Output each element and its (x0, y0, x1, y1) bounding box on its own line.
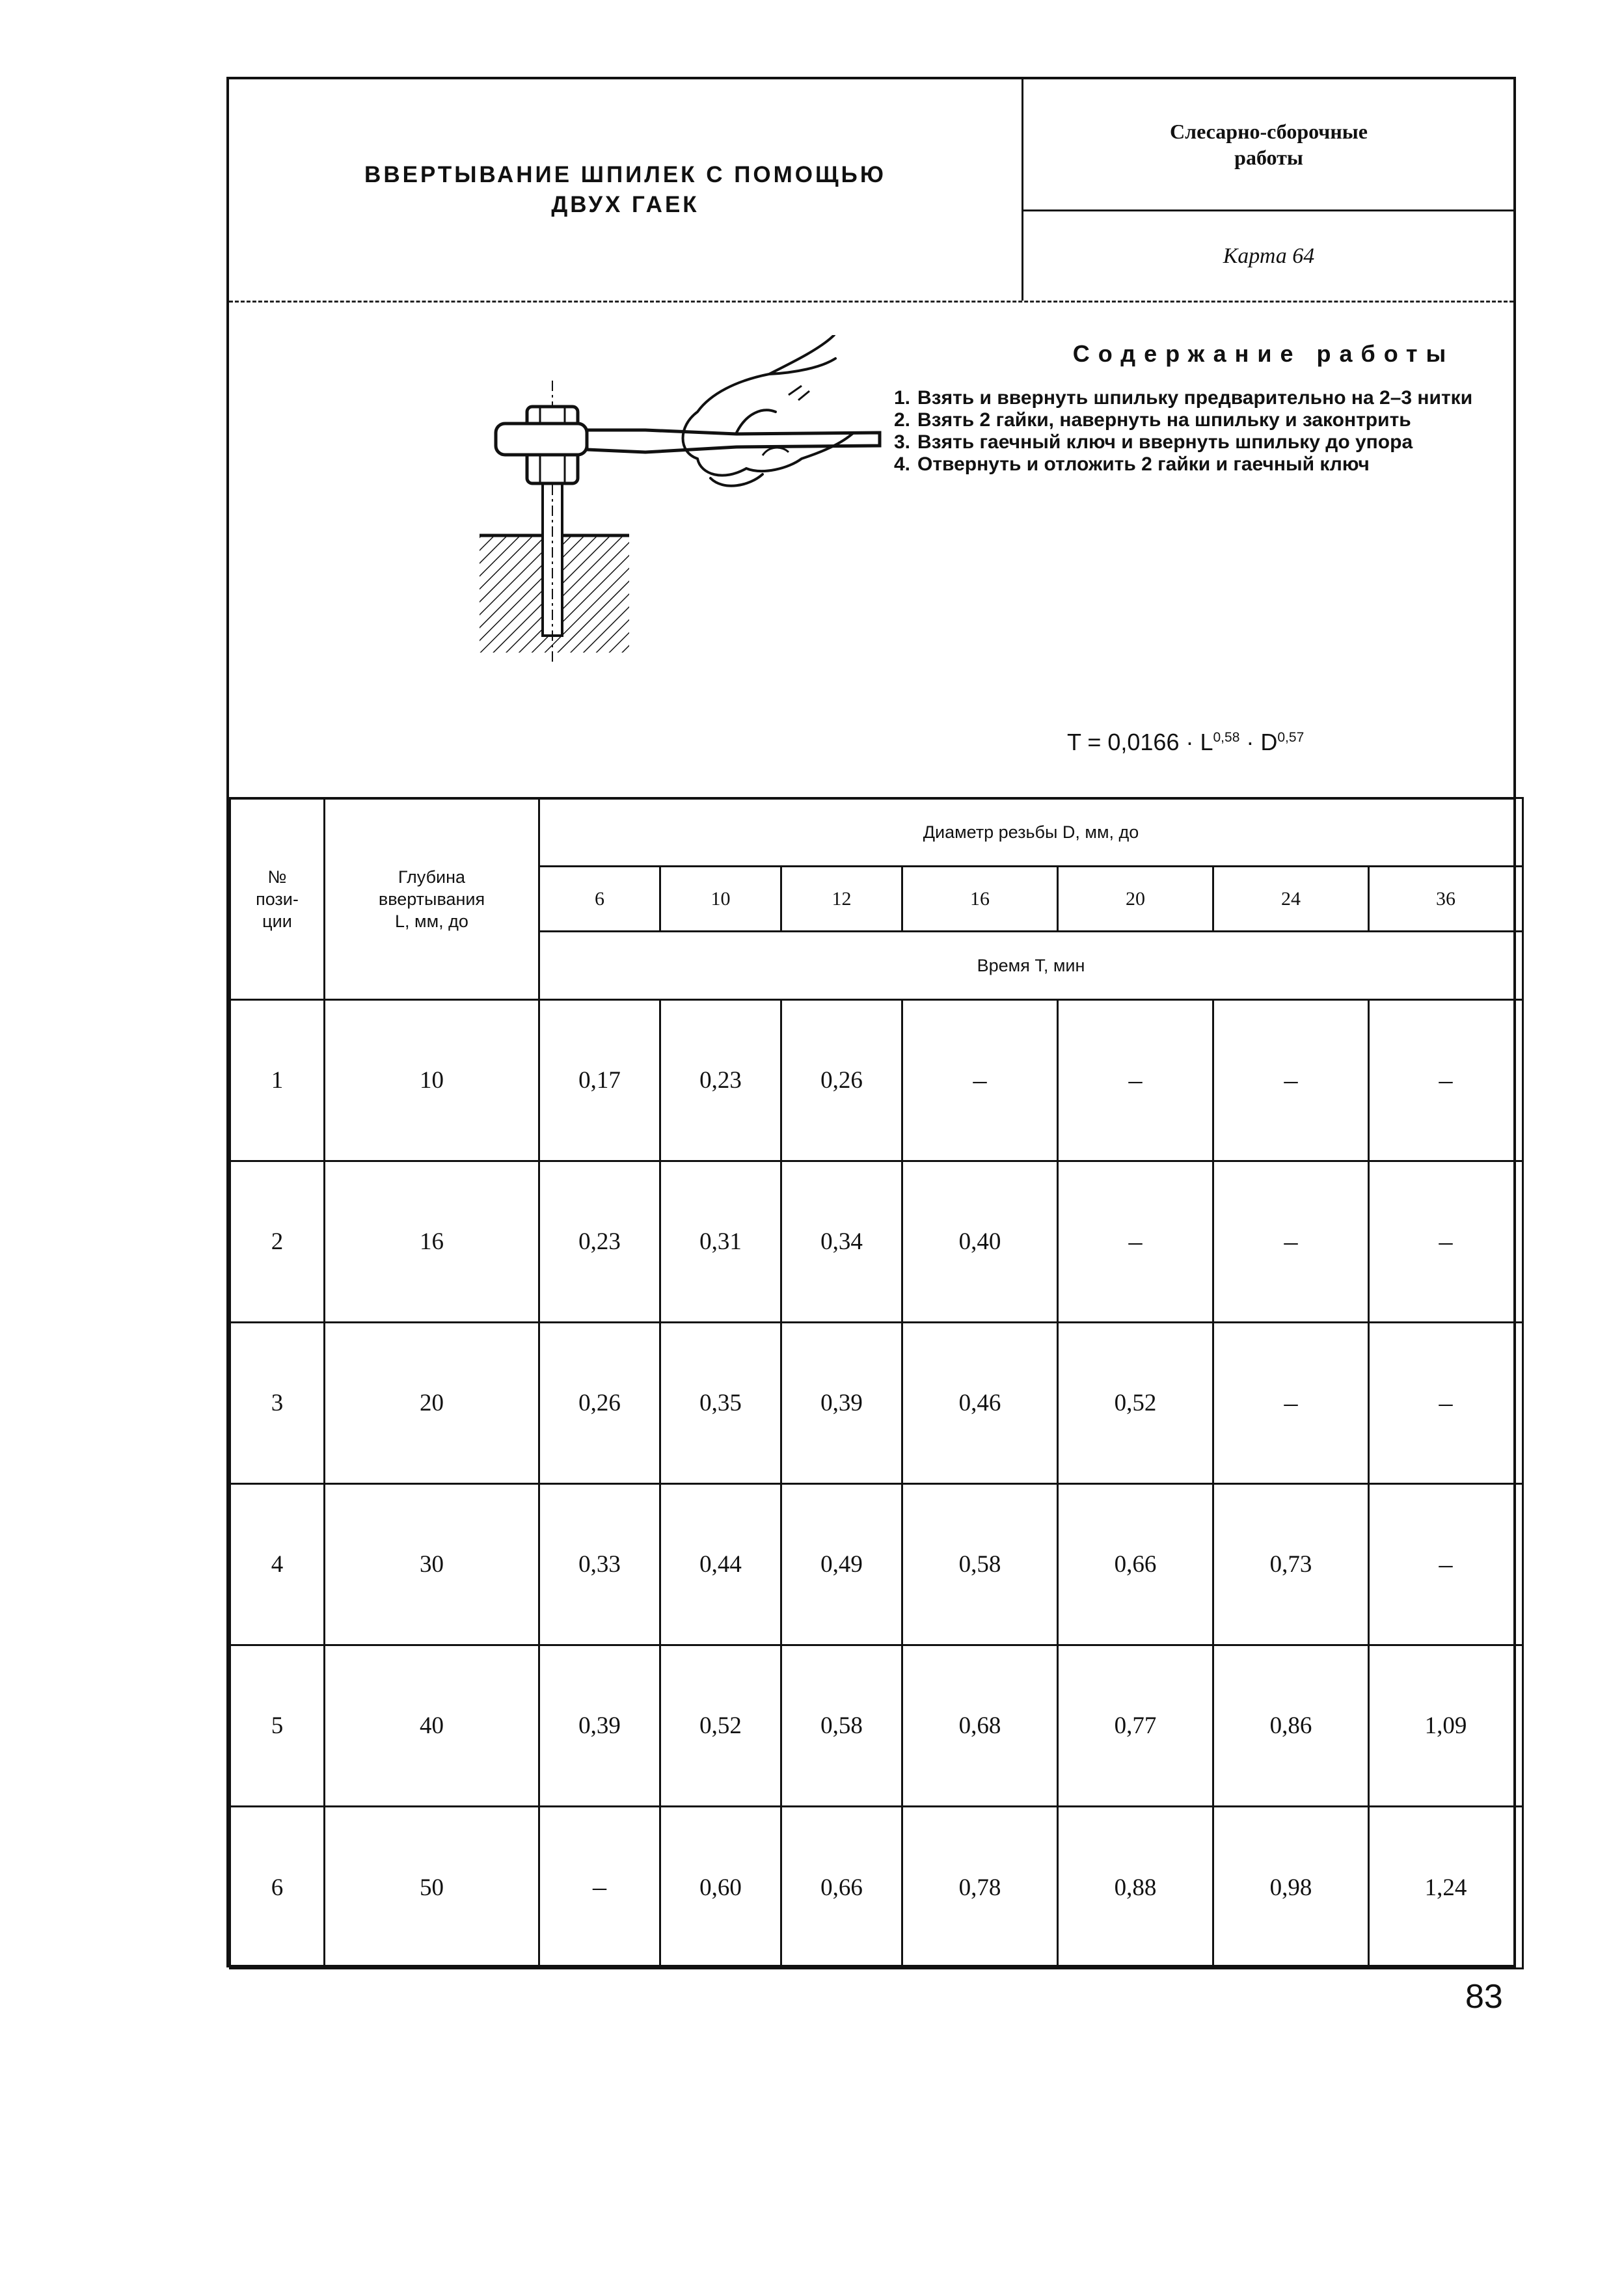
category-line-2: работы (1234, 146, 1303, 169)
work-category (1023, 79, 1514, 211)
card-header (229, 79, 1513, 303)
table-row: 4 30 0,33 0,44 0,49 0,58 0,66 0,73 – (230, 1484, 1523, 1645)
table-row: 2 16 0,23 0,31 0,34 0,40 – – – (230, 1161, 1523, 1323)
diameter-cell: 16 (902, 867, 1058, 932)
stud-screwing-illustration (372, 335, 1023, 667)
diameter-header: Диаметр резьбы D, мм, до (539, 798, 1523, 867)
diameter-cell: 24 (1213, 867, 1369, 932)
step-item: 2. Взять 2 гайки, навернуть на шпильку и законтрить (894, 409, 1411, 431)
diameter-cell: 36 (1369, 867, 1523, 932)
table-row: 6 50 – 0,60 0,66 0,78 0,88 0,98 1,24 (230, 1807, 1523, 1969)
position-column-header: № пози- ции (230, 798, 325, 1000)
work-heading: Содержание работы (1072, 340, 1455, 367)
depth-column-header: Глубина ввертывания L, мм, до (325, 798, 539, 1000)
diameter-cell: 6 (539, 867, 660, 932)
card-title (229, 79, 1023, 301)
hand (683, 335, 854, 486)
time-header: Время T, мин (539, 932, 1523, 1000)
diameter-cell: 10 (660, 867, 781, 932)
title-line-1: ВВЕРТЫВАНИЕ ШПИЛЕК С ПОМОЩЬЮ (364, 162, 886, 187)
wrench-handle (587, 430, 880, 452)
diameter-cell: 20 (1058, 867, 1213, 932)
category-line-1: Слесарно-сборочные (1170, 120, 1368, 143)
work-steps (894, 387, 1506, 476)
table-row: 5 40 0,39 0,52 0,58 0,68 0,77 0,86 1,09 (230, 1645, 1523, 1807)
time-formula: T = 0,0166 · L$^{0,58}$ · D$^{0,57}$ (1067, 729, 1305, 755)
step-item: 4. Отвернуть и отложить 2 гайки и гаечный ключ (894, 453, 1370, 475)
card-number: Карта 64 (1223, 243, 1315, 268)
time-norms-table (229, 797, 1524, 1969)
table-row: 1 10 0,17 0,23 0,26 – – – – (230, 1000, 1523, 1161)
step-item: 1. Взять и ввернуть шпильку предварительно на 2–3 нитки (894, 387, 1473, 409)
card-number-cell (1023, 211, 1514, 301)
step-item: 3. Взять гаечный ключ и ввернуть шпильку до упора (894, 431, 1413, 453)
work-content (229, 303, 1513, 800)
title-line-2: ДВУХ ГАЕК (551, 192, 699, 217)
table-row: 3 20 0,26 0,35 0,39 0,46 0,52 – – (230, 1323, 1523, 1484)
card-frame (226, 77, 1516, 1967)
page-number: 83 (1465, 1978, 1503, 2016)
diameter-cell: 12 (781, 867, 902, 932)
wrench-jaw (496, 424, 587, 455)
